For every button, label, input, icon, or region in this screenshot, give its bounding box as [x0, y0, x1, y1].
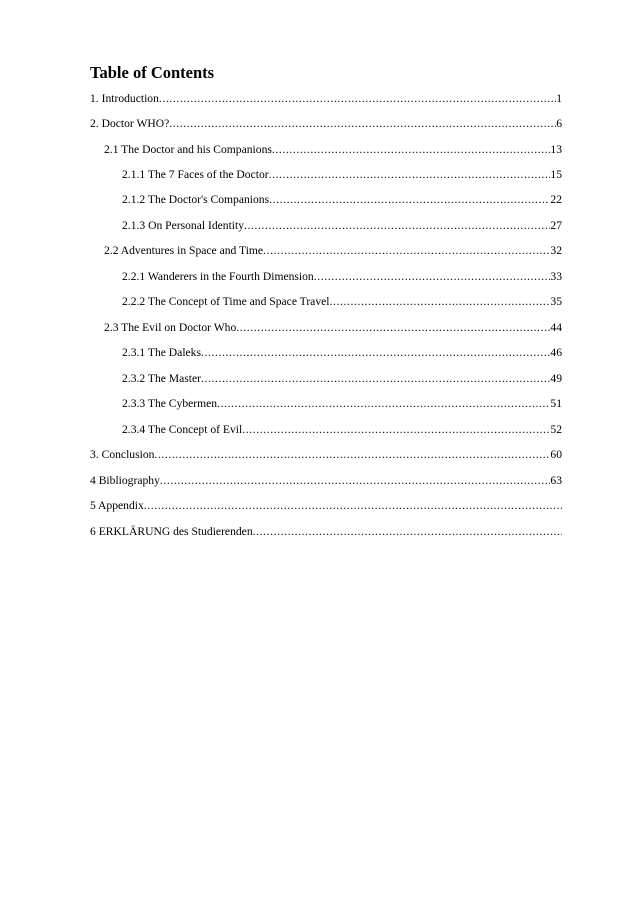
toc-page-number: 52	[550, 423, 562, 436]
toc-entry-label: 2. Doctor WHO?	[90, 117, 170, 130]
toc-dot-leader	[201, 346, 550, 360]
toc-entry-label: 2.3.4 The Concept of Evil	[122, 423, 243, 436]
toc-dot-leader	[236, 321, 550, 335]
toc-entry-label: 2.1.3 On Personal Identity	[122, 219, 245, 232]
toc-page-number: 15	[550, 168, 562, 181]
toc-entry[interactable]	[122, 168, 562, 182]
toc-entry[interactable]	[90, 117, 562, 131]
toc-dot-leader	[242, 423, 550, 437]
toc-entry[interactable]	[122, 295, 562, 309]
toc-page-number: 51	[550, 397, 562, 410]
toc-entry[interactable]	[90, 92, 562, 106]
toc-entry-label: 2.3.1 The Daleks	[122, 346, 201, 359]
toc-entry[interactable]	[90, 448, 562, 462]
toc-dot-leader	[217, 397, 550, 411]
toc-entry[interactable]	[122, 423, 562, 437]
toc-dot-leader	[269, 168, 551, 182]
toc-entry[interactable]	[122, 193, 562, 207]
toc-page-number: 44	[550, 321, 562, 334]
toc-entry-label: 2.2.2 The Concept of Time and Space Travel	[122, 295, 330, 308]
toc-entry[interactable]	[122, 372, 562, 386]
toc-dot-leader	[160, 474, 551, 488]
toc-entry[interactable]	[104, 143, 562, 157]
toc-dot-leader	[314, 270, 551, 284]
toc-page-number: 35	[550, 295, 562, 308]
toc-entry-label: 2.1 The Doctor and his Companions	[104, 143, 272, 156]
toc-page-number: 13	[550, 143, 562, 156]
toc-dot-leader	[263, 244, 550, 258]
toc-dot-leader	[144, 499, 562, 513]
toc-dot-leader	[169, 117, 556, 131]
toc-entry[interactable]	[90, 499, 562, 513]
toc-page-number: 49	[550, 372, 562, 385]
toc-entry[interactable]	[90, 474, 562, 488]
toc-entry-label: 4 Bibliography	[90, 474, 160, 487]
toc-entry[interactable]	[122, 219, 562, 233]
toc-page-number: 27	[550, 219, 562, 232]
toc-dot-leader	[253, 525, 562, 539]
toc-page-number: 60	[550, 448, 562, 461]
toc-entry[interactable]	[104, 321, 562, 335]
toc-page-number: 22	[550, 193, 562, 206]
toc-entry-label: 2.1.2 The Doctor's Companions	[122, 193, 270, 206]
toc-entry-label: 1. Introduction	[90, 92, 159, 105]
toc-page-number: 32	[550, 244, 562, 257]
toc-dot-leader	[159, 92, 556, 106]
toc-page-number: 6	[556, 117, 562, 130]
toc-entry-label: 2.3.3 The Cybermen	[122, 397, 218, 410]
toc-page-number: 63	[550, 474, 562, 487]
toc-dot-leader	[272, 143, 551, 157]
toc-dot-leader	[154, 448, 550, 462]
toc-entry-label: 3. Conclusion	[90, 448, 155, 461]
toc-dot-leader	[201, 372, 550, 386]
toc-page-number: 1	[556, 92, 562, 105]
toc-page-number: 33	[550, 270, 562, 283]
toc-page-number: 46	[550, 346, 562, 359]
toc-title: Table of Contents	[90, 63, 215, 82]
toc-entry-label: 2.2 Adventures in Space and Time	[104, 244, 264, 257]
toc-entry-label: 2.3 The Evil on Doctor Who	[104, 321, 237, 334]
toc-entry[interactable]	[122, 397, 562, 411]
toc-entry-label: 2.3.2 The Master	[122, 372, 201, 385]
toc-entry-label: 2.2.1 Wanderers in the Fourth Dimension	[122, 270, 314, 283]
toc-entry-label: 6 ERKLÄRUNG des Studierenden	[90, 525, 253, 538]
toc-entry-label: 2.1.1 The 7 Faces of the Doctor	[122, 168, 269, 181]
toc-entry[interactable]	[122, 270, 562, 284]
toc-dot-leader	[269, 193, 550, 207]
toc-entry[interactable]	[104, 244, 562, 258]
toc-dot-leader	[244, 219, 550, 233]
toc-entry-label: 5 Appendix	[90, 499, 144, 512]
toc-entry[interactable]	[90, 525, 562, 539]
toc-entry[interactable]	[122, 346, 562, 360]
toc-dot-leader	[330, 295, 551, 309]
